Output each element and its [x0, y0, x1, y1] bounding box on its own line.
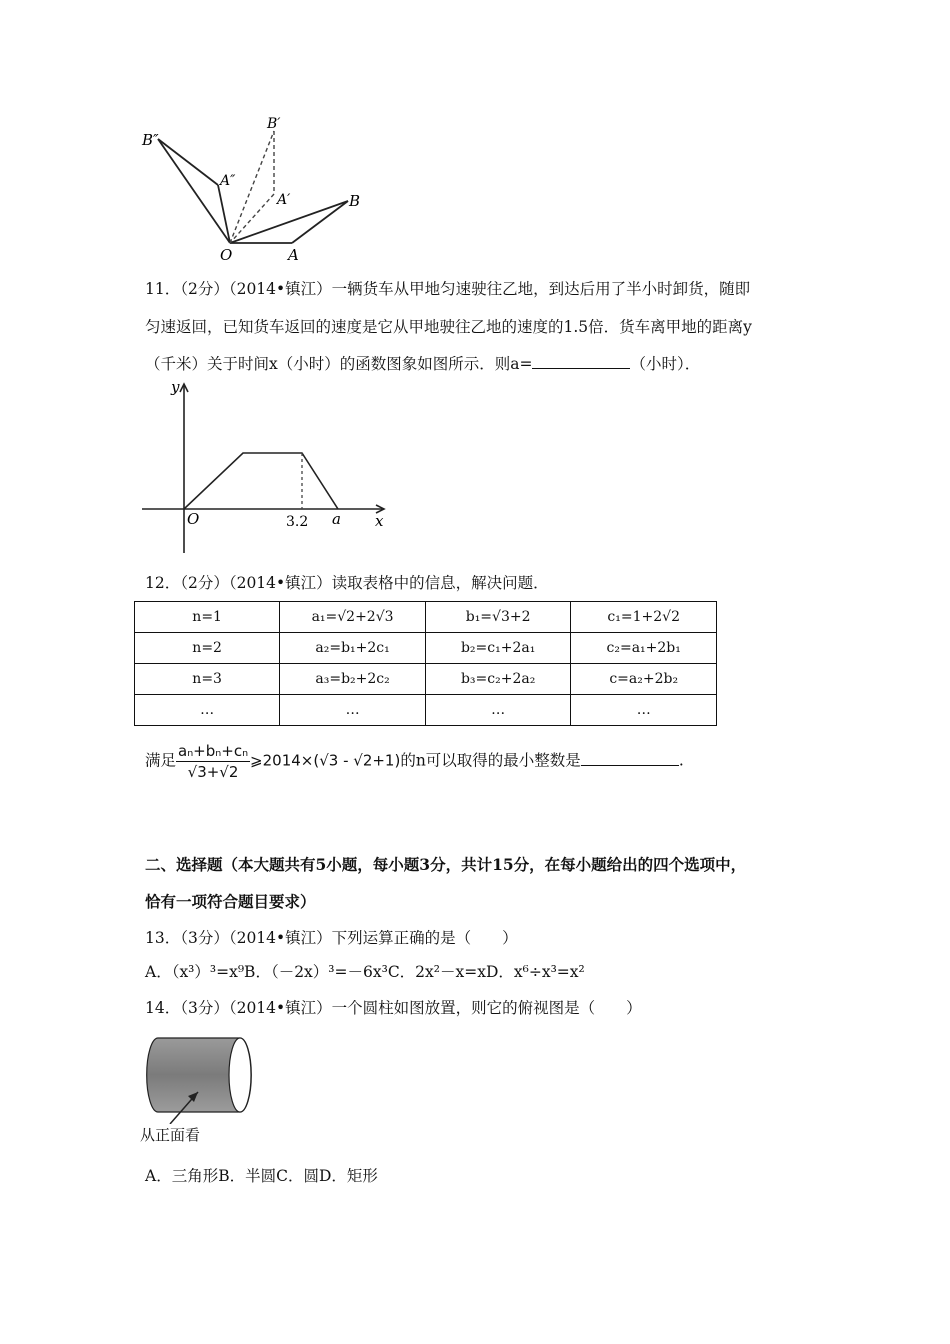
table-cell: c₁=1+2√2	[571, 602, 717, 633]
table-row	[135, 633, 717, 664]
q14-options: A．三角形B．半圆C．圆D．矩形	[145, 1167, 378, 1185]
graph-x-label: x	[375, 512, 384, 530]
q11-line1: 11．（2分）（2014•镇江）一辆货车从甲地匀速驶往乙地，到达后用了半小时卸货，随即	[145, 280, 751, 298]
table-cell: a₂=b₁+2c₁	[280, 633, 426, 664]
table-cell: …	[280, 695, 426, 726]
q11-line2: 匀速返回，已知货车返回的速度是它从甲地驶往乙地的速度的1.5倍．货车离甲地的距离y	[145, 318, 752, 336]
q13-options: A．（x³）³=x⁹B．（－2x）³=－6x³C．2x²－x=xD．x⁶÷x³=x²	[145, 963, 585, 981]
q12-line1: 12．（2分）（2014•镇江）读取表格中的信息，解决问题．	[145, 574, 549, 592]
graph-y-label: y	[171, 378, 180, 396]
fraction-numerator: aₙ+bₙ+cₙ	[178, 742, 249, 760]
graph-tick-a: a	[332, 510, 341, 528]
label-a-prime: A′	[277, 192, 291, 208]
table-cell: a₃=b₂+2c₂	[280, 664, 426, 695]
q11-line3-pre: （千米）关于时间x（小时）的函数图象如图所示．则a=	[145, 355, 533, 373]
cylinder-view-caption: 从正面看	[140, 1126, 201, 1144]
table-row	[135, 664, 717, 695]
table-cell: …	[425, 695, 571, 726]
table-cell: c=a₂+2b₂	[571, 664, 717, 695]
q11-line3	[145, 352, 700, 374]
label-a: A	[288, 246, 299, 264]
table-cell: …	[135, 695, 280, 726]
answer-blank-n[interactable]	[581, 751, 679, 766]
graph-origin-label: O	[187, 510, 200, 528]
label-b: B	[349, 192, 361, 210]
graph-tick-3-2: 3.2	[286, 514, 309, 530]
q12-cond-mid: ⩾2014×(√3 - √2+1)	[250, 751, 401, 770]
table-cell: n=1	[135, 602, 280, 633]
table-cell: b₃=c₂+2a₂	[425, 664, 571, 695]
table-cell: b₂=c₁+2a₁	[425, 633, 571, 664]
q12-cond-end: .	[678, 751, 684, 770]
q12-cond-post: 的n可以取得的最小整数是	[400, 751, 581, 770]
label-a-double-prime: A″	[220, 173, 236, 189]
rotation-figure	[140, 112, 370, 264]
label-o: O	[220, 246, 233, 264]
answer-blank-a[interactable]	[532, 354, 630, 369]
table-cell: n=3	[135, 664, 280, 695]
table-row	[135, 602, 717, 633]
distance-time-graph	[140, 378, 390, 558]
table-cell: c₂=a₁+2b₁	[571, 633, 717, 664]
table-cell: a₁=√2+2√3	[280, 602, 426, 633]
label-b-prime: B′	[267, 116, 281, 132]
q14-stem: 14．（3分）（2014•镇江）一个圆柱如图放置，则它的俯视图是（ ）	[145, 999, 642, 1017]
fraction-denominator: √3+√2	[187, 763, 239, 781]
sequence-table	[134, 601, 717, 726]
table-cell: b₁=√3+2	[425, 602, 571, 633]
table-cell: …	[571, 695, 717, 726]
section2-heading-line2: 恰有一项符合题目要求）	[145, 892, 316, 911]
table-cell: n=2	[135, 633, 280, 664]
cylinder-figure	[140, 1032, 270, 1124]
table-row	[135, 695, 717, 726]
q12-fraction	[176, 742, 250, 781]
section2-heading-line1: 二、选择题（本大题共有5小题，每小题3分，共计15分，在每小题给出的四个选项中，	[145, 855, 747, 874]
q12-condition	[145, 742, 684, 781]
label-b-double-prime: B″	[142, 131, 159, 149]
q11-line3-post: （小时）．	[630, 355, 701, 373]
q13-stem: 13．（3分）（2014•镇江）下列运算正确的是（ ）	[145, 929, 518, 947]
q12-cond-pre: 满足	[145, 751, 177, 770]
